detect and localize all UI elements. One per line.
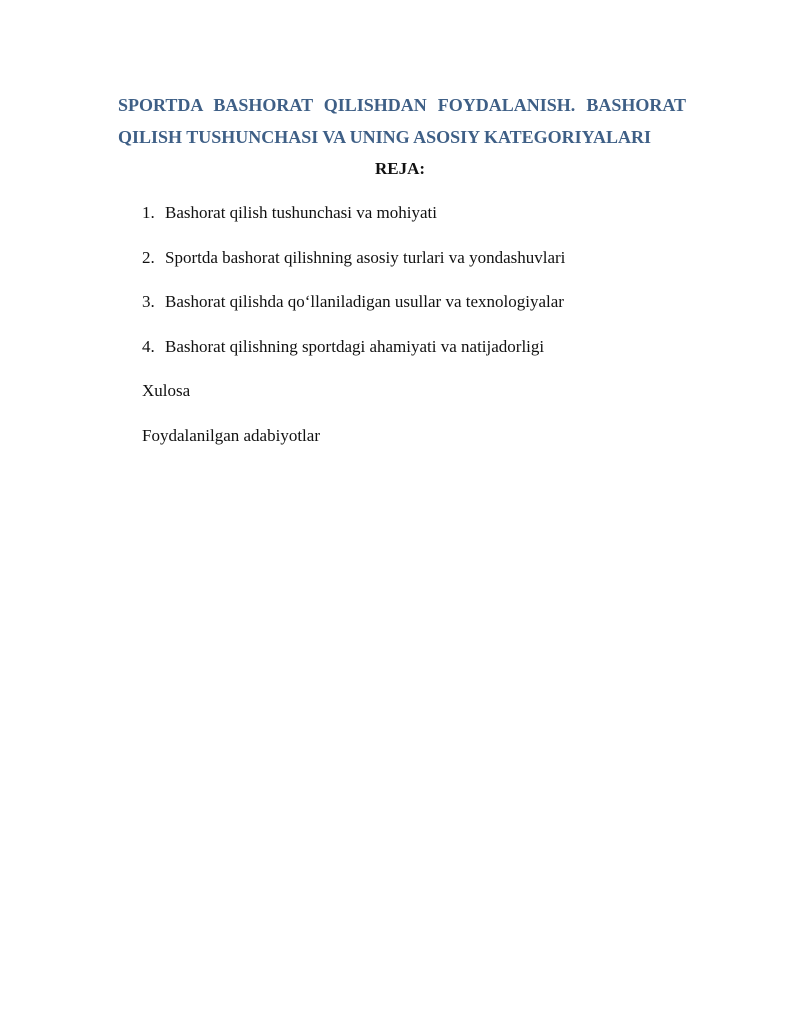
plan-item-number: 1. [142,203,155,222]
conclusion-item: Xulosa [142,381,191,400]
plan-item-text: Bashorat qilishda qo‘llaniladigan usullar va texnologiyalar [165,292,564,311]
plan-item-text: Bashorat qilishning sportdagi ahamiyati va natijadorligi [165,336,545,356]
document-title-line-1: SPORTDA BASHORAT QILISHDAN FOYDALANISH. BASHORAT [118,95,686,115]
document-title-line-2: QILISH TUSHUNCHASI VA UNING ASOSIY KATEGORIYALARI [118,127,651,147]
plan-item-text: Sportda bashorat qilishning asosiy turlari va yondashuvlari [165,247,566,267]
references-item: Foydalanilgan adabiyotlar [142,425,320,445]
plan-item-number: 4. [142,336,155,356]
plan-item-1 [142,200,565,226]
plan-item-number: 3. [142,292,155,311]
plan-item-number: 2. [142,247,155,267]
plan-item-4 [142,334,565,360]
plan-item-2 [142,245,565,271]
plan-list [142,200,565,467]
plan-item-3 [142,289,565,315]
plan-item-text: Bashorat qilish tushunchasi va mohiyati [165,203,437,222]
plan-heading: REJA: [374,159,426,178]
document-title [118,89,686,153]
